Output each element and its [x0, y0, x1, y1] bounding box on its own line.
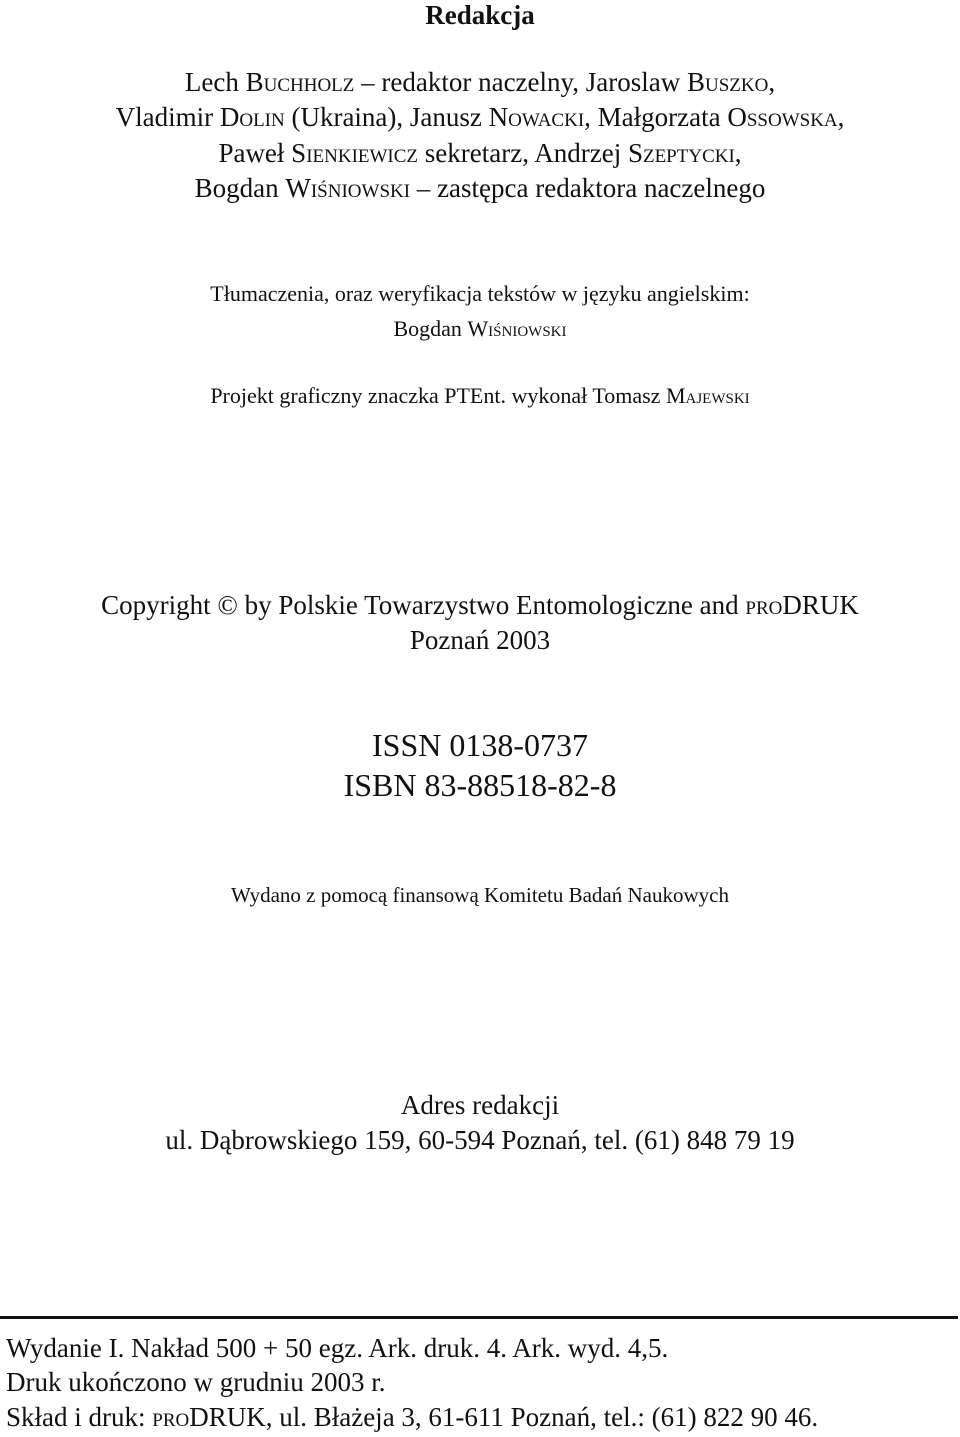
publisher-prefix: pro — [745, 590, 783, 620]
editor-surname: Sienkiewicz — [291, 138, 419, 168]
text-fragment: (Ukraina), Janusz — [284, 102, 489, 132]
translator-surname: Wiśniowski — [467, 316, 567, 341]
designer-surname: Majewski — [665, 383, 750, 408]
address-heading: Adres redakcji — [400, 1090, 560, 1120]
translation-line-1: Tłumaczenia, oraz weryfikacja tekstów w języku angielskim: — [210, 281, 750, 306]
text-fragment: DRUK, ul. Błażeja 3, 61-611 Poznań, tel.: (61) 822 90 46. — [189, 1402, 819, 1432]
isbn: ISBN 83-88518-82-8 — [343, 767, 617, 803]
copyright-line-2: Poznań 2003 — [409, 625, 551, 655]
text-fragment: , — [768, 67, 776, 97]
text-fragment: Vladimir — [115, 102, 220, 132]
editor-surname: Nowacki — [488, 102, 585, 132]
editor-surname: Buchholz — [245, 67, 355, 97]
editor-line-2 — [0, 104, 960, 131]
editor-line-3 — [0, 140, 960, 167]
copyright-symbol-icon: © — [217, 590, 238, 620]
text-fragment: Skład i druk: — [6, 1402, 153, 1432]
text-fragment: , Małgorzata — [584, 102, 728, 132]
colophon-line-3 — [6, 1404, 818, 1431]
publisher-prefix: pro — [152, 1402, 190, 1432]
text-fragment: Projekt graficzny znaczka PTEnt. wykonał Tomasz — [210, 383, 666, 408]
editor-surname: Buszko — [687, 67, 769, 97]
text-fragment: – zastępca redaktora naczelnego — [410, 173, 766, 203]
address-line: ul. Dąbrowskiego 159, 60-594 Poznań, tel. (61) 848 79 19 — [165, 1125, 795, 1155]
translation-line-2 — [0, 318, 960, 340]
text-fragment: , — [837, 102, 845, 132]
funding-note: Wydano z pomocą finansową Komitetu Badań Naukowych — [231, 883, 729, 907]
design-credit — [0, 385, 960, 407]
copyright-line-1 — [0, 592, 960, 619]
section-heading-redakcja: Redakcja — [425, 0, 535, 30]
text-fragment: Bogdan — [194, 173, 286, 203]
text-fragment: Paweł — [218, 138, 292, 168]
publisher-name: DRUK — [782, 590, 859, 620]
editor-surname: Szeptycki — [627, 138, 735, 168]
editor-surname: Ossowska — [727, 102, 838, 132]
text-fragment: Lech — [184, 67, 246, 97]
text-fragment: Copyright — [101, 590, 218, 620]
editor-surname: Dolin — [219, 102, 285, 132]
text-fragment: sekretarz, Andrzej — [418, 138, 628, 168]
divider-rule — [0, 1316, 958, 1319]
text-fragment: by Polskie Towarzystwo Entomologiczne and — [237, 590, 746, 620]
text-fragment: – redaktor naczelny, Jaroslaw — [354, 67, 687, 97]
colophon-line-1: Wydanie I. Nakład 500 + 50 egz. Ark. druk. 4. Ark. wyd. 4,5. — [6, 1333, 669, 1363]
editor-surname: Wiśniowski — [285, 173, 411, 203]
editor-line-4 — [0, 175, 960, 202]
colophon-line-2: Druk ukończono w grudniu 2003 r. — [6, 1367, 386, 1397]
editor-line-1 — [0, 69, 960, 96]
text-fragment: Bogdan — [393, 316, 468, 341]
text-fragment: , — [734, 138, 742, 168]
issn: ISSN 0138-0737 — [371, 727, 588, 763]
